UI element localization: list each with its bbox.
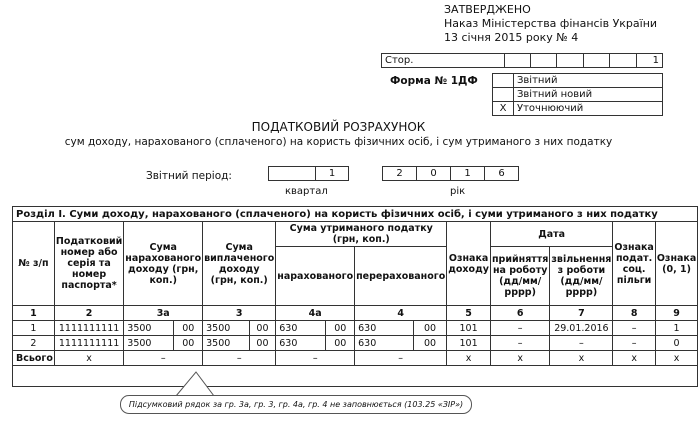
year-digit: 2 bbox=[383, 167, 417, 181]
header-fired: звільнення з роботи (дд/мм/рррр) bbox=[550, 247, 613, 306]
col-number: 7 bbox=[550, 306, 613, 321]
cell-withheld-accrued-kop: 00 bbox=[326, 321, 355, 336]
option-report-new: Звітний новий bbox=[514, 88, 663, 102]
col-number: 5 bbox=[447, 306, 491, 321]
cell-flag: 0 bbox=[655, 336, 697, 351]
total-withheld-transferred: – bbox=[355, 351, 447, 366]
header-withheld-transferred: перерахованого bbox=[355, 247, 447, 306]
cell-fired: 29.01.2016 bbox=[550, 321, 613, 336]
cell-benefit: – bbox=[613, 321, 655, 336]
header-no: № з/п bbox=[13, 222, 55, 306]
col-number: 2 bbox=[54, 306, 123, 321]
cell-no: 1 bbox=[13, 321, 55, 336]
total-income-code: х bbox=[447, 351, 491, 366]
cell-flag: 1 bbox=[655, 321, 697, 336]
cell-accrued-uah: 3500 bbox=[124, 321, 174, 336]
document-subtitle: сум доходу, нарахованого (сплаченого) на користь фізичних осіб, і сум утриманого з них податку bbox=[64, 136, 613, 148]
page-label: Стор. bbox=[382, 54, 505, 68]
total-withheld-accrued: – bbox=[276, 351, 355, 366]
cell-withheld-transferred-kop: 00 bbox=[413, 336, 447, 351]
cell-withheld-accrued-kop: 00 bbox=[326, 336, 355, 351]
col-number: 9 bbox=[655, 306, 697, 321]
checkbox-clarifying[interactable]: X bbox=[493, 102, 514, 116]
col-number: 3 bbox=[203, 306, 276, 321]
approval-order: Наказ Міністерства фінансів України bbox=[444, 17, 658, 30]
header-income-code: Ознака доходу bbox=[447, 222, 491, 306]
col-number: 4 bbox=[355, 306, 447, 321]
header-benefit: Ознака подат. соц. пільги bbox=[613, 222, 655, 306]
document-title: ПОДАТКОВИЙ РОЗРАХУНОК bbox=[251, 120, 426, 134]
page-number: 1 bbox=[636, 54, 662, 68]
col-number: 4а bbox=[276, 306, 355, 321]
approval-date: 13 січня 2015 року № 4 bbox=[444, 31, 579, 44]
cell-accrued-kop: 00 bbox=[174, 321, 203, 336]
col-number: 3а bbox=[124, 306, 203, 321]
cell-withheld-transferred-uah: 630 bbox=[355, 336, 414, 351]
col-number: 6 bbox=[490, 306, 549, 321]
option-clarifying: Уточнюючий bbox=[514, 102, 663, 116]
header-date: Дата bbox=[490, 222, 612, 247]
cell-no: 2 bbox=[13, 336, 55, 351]
cell-tax-id: 1111111111 bbox=[54, 336, 123, 351]
cell-fired: – bbox=[550, 336, 613, 351]
cell-paid-uah: 3500 bbox=[203, 321, 250, 336]
cell-withheld-accrued-uah: 630 bbox=[276, 336, 326, 351]
total-tax-id: х bbox=[54, 351, 123, 366]
cell-accrued-kop: 00 bbox=[174, 336, 203, 351]
form-label: Форма № 1ДФ bbox=[390, 75, 478, 87]
total-benefit: х bbox=[613, 351, 655, 366]
cell-tax-id: 1111111111 bbox=[54, 321, 123, 336]
cell-withheld-accrued-uah: 630 bbox=[276, 321, 326, 336]
header-flag: Ознака (0, 1) bbox=[655, 222, 697, 306]
quarter-caption: квартал bbox=[285, 186, 328, 197]
total-flag: х bbox=[655, 351, 697, 366]
total-label: Всього bbox=[13, 351, 55, 366]
cell-accrued-uah: 3500 bbox=[124, 336, 174, 351]
header-hired: прийняття на роботу (дд/мм/рррр) bbox=[490, 247, 549, 306]
quarter-value: 1 bbox=[316, 167, 349, 181]
cell-hired: – bbox=[490, 321, 549, 336]
period-label: Звітний період: bbox=[146, 170, 232, 182]
total-paid: – bbox=[203, 351, 276, 366]
total-hired: х bbox=[490, 351, 549, 366]
callout-text: Підсумковий рядок за гр. 3а, гр. 3, гр. 4а, гр. 4 не заповнюється (103.25 «ЗІР») bbox=[128, 400, 464, 409]
header-withheld: Сума утриманого податку (грн, коп.) bbox=[276, 222, 447, 247]
header-tax-id: Податковий номер або серія та номер паспорта* bbox=[54, 222, 123, 306]
year-digit: 0 bbox=[417, 167, 451, 181]
cell-hired: – bbox=[490, 336, 549, 351]
year-digit: 1 bbox=[451, 167, 485, 181]
cell-income-code: 101 bbox=[447, 336, 491, 351]
total-accrued: – bbox=[124, 351, 203, 366]
callout-note bbox=[120, 395, 472, 414]
cell-paid-kop: 00 bbox=[249, 321, 276, 336]
header-paid: Сума виплаченого доходу (грн, коп.) bbox=[203, 222, 276, 306]
year-caption: рік bbox=[450, 186, 466, 197]
option-report: Звітний bbox=[514, 74, 663, 88]
year-digit: 6 bbox=[485, 167, 519, 181]
total-fired: х bbox=[550, 351, 613, 366]
col-number: 1 bbox=[13, 306, 55, 321]
approval-title: ЗАТВЕРДЖЕНО bbox=[444, 3, 531, 16]
cell-withheld-transferred-uah: 630 bbox=[355, 321, 414, 336]
cell-income-code: 101 bbox=[447, 321, 491, 336]
cell-benefit: – bbox=[613, 336, 655, 351]
header-withheld-accrued: нарахованого bbox=[276, 247, 355, 306]
cell-paid-kop: 00 bbox=[249, 336, 276, 351]
col-number: 8 bbox=[613, 306, 655, 321]
cell-paid-uah: 3500 bbox=[203, 336, 250, 351]
header-accrued: Сума нарахованого доходу (грн, коп.) bbox=[124, 222, 203, 306]
section-title: Розділ І. Суми доходу, нарахованого (сплаченого) на користь фізичних осіб, і суми утриманого з них податку bbox=[13, 207, 698, 222]
cell-withheld-transferred-kop: 00 bbox=[413, 321, 447, 336]
